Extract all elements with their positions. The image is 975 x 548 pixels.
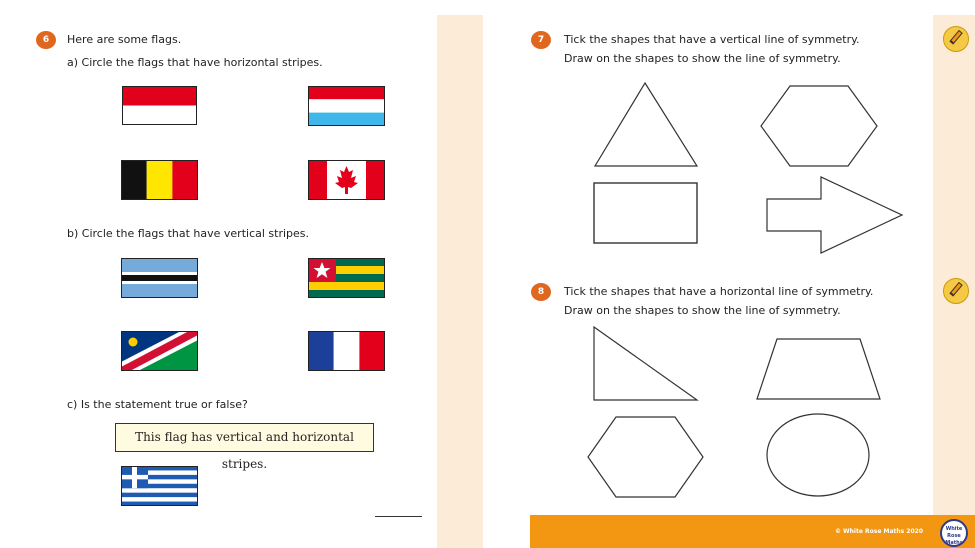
right-margin-strip: [933, 15, 975, 515]
pencil-icon: [943, 278, 969, 304]
shape-arrow[interactable]: [765, 176, 905, 255]
logo-text: White Rose Maths: [945, 526, 963, 546]
q6-title: Here are some flags.: [67, 33, 182, 46]
shape-right-triangle[interactable]: [593, 326, 700, 402]
shape-trapezium[interactable]: [756, 338, 882, 401]
flag-red-white-blue[interactable]: [308, 86, 385, 126]
left-margin-strip: [437, 15, 483, 548]
flag-france[interactable]: [308, 331, 385, 371]
answer-line[interactable]: [375, 516, 422, 517]
shape-triangle[interactable]: [593, 82, 699, 168]
shape-hexagon-2[interactable]: [587, 416, 704, 498]
flag-namibia[interactable]: [121, 331, 198, 371]
copyright-text: © White Rose Maths 2020: [834, 528, 923, 535]
question-number-8: 8: [531, 283, 551, 301]
logo: [940, 519, 968, 547]
q6-part-b: b) Circle the flags that have vertical stripes.: [67, 227, 310, 240]
shape-rectangle[interactable]: [593, 182, 699, 244]
flag-togo[interactable]: [308, 258, 385, 298]
question-number-6: 6: [36, 31, 56, 49]
flag-botswana[interactable]: [121, 258, 198, 298]
q6-part-c: c) Is the statement true or false?: [67, 398, 248, 411]
question-number-7: 7: [531, 31, 551, 49]
statement-box: This flag has vertical and horizontal stripes.: [115, 423, 374, 452]
shape-hexagon[interactable]: [760, 85, 878, 167]
q8-line2: Draw on the shapes to show the line of symmetry.: [564, 304, 841, 317]
flag-black-yellow-red[interactable]: [121, 160, 198, 200]
q6-part-a: a) Circle the flags that have horizontal stripes.: [67, 56, 323, 69]
flag-red-white[interactable]: [122, 86, 197, 125]
flag-canada[interactable]: [308, 160, 385, 200]
q8-line1: Tick the shapes that have a horizontal line of symmetry.: [564, 285, 874, 298]
q7-line1: Tick the shapes that have a vertical line of symmetry.: [564, 33, 860, 46]
pencil-icon: [943, 26, 969, 52]
q7-line2: Draw on the shapes to show the line of symmetry.: [564, 52, 841, 65]
flag-greece[interactable]: [121, 466, 198, 506]
shape-ellipse[interactable]: [766, 413, 872, 499]
